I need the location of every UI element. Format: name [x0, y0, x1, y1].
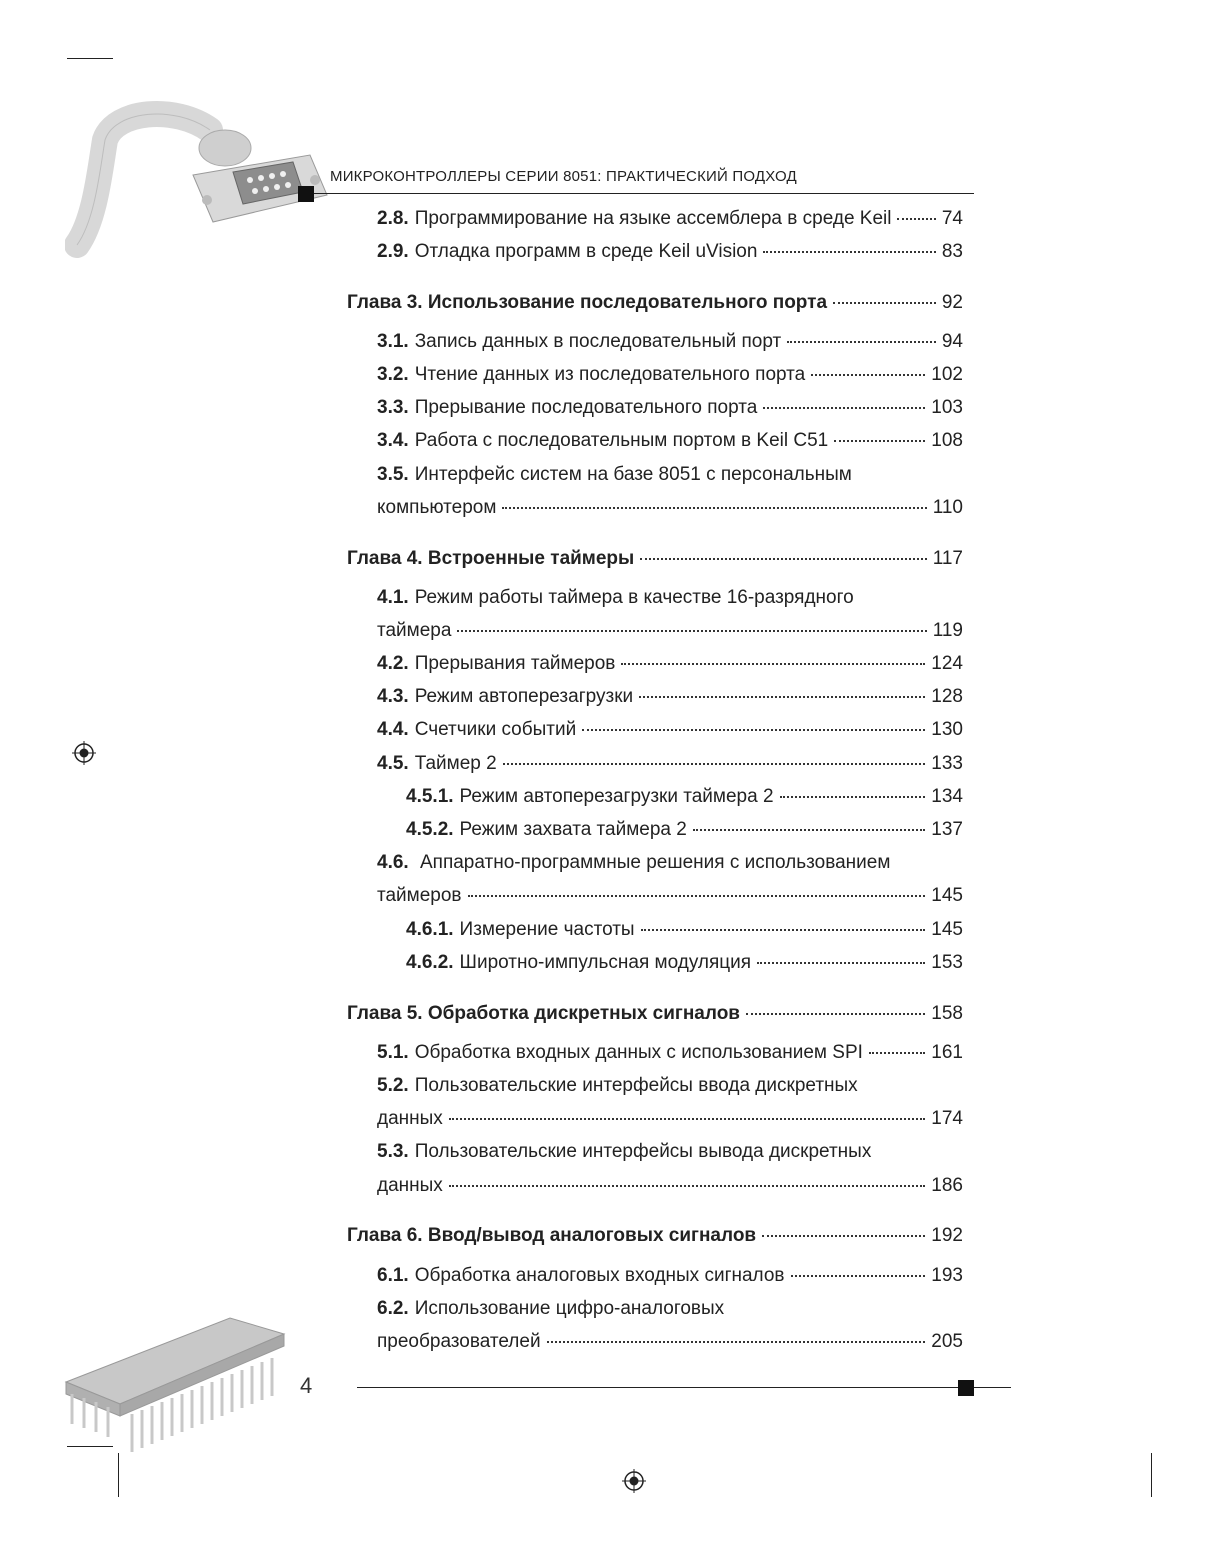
toc-entry-title: Режим захвата таймера 2 — [459, 819, 687, 840]
dot-leader — [834, 440, 925, 442]
dot-leader — [763, 251, 935, 253]
toc-entry-number: 4.6.1. — [406, 919, 454, 940]
toc-entry[interactable] — [377, 396, 963, 420]
toc-entry[interactable] — [377, 363, 963, 387]
dot-leader — [468, 895, 926, 897]
toc-chapter[interactable] — [347, 547, 963, 571]
toc-entry-page: 174 — [931, 1108, 963, 1129]
toc-entry-page: 94 — [941, 331, 963, 352]
toc-entry-title-continued: компьютером — [377, 497, 497, 518]
toc-entry-title: Пользовательские интерфейсы ввода дискретных — [414, 1075, 858, 1096]
dot-leader — [780, 796, 926, 798]
toc-chapter-page: 192 — [931, 1225, 963, 1246]
toc-entry-title: Режим автоперезагрузки — [414, 686, 634, 707]
toc-entry-title: Широтно-импульсная модуляция — [459, 952, 752, 973]
toc-subentry[interactable] — [406, 918, 963, 942]
microchip-icon — [62, 1312, 294, 1462]
toc-entry-title: Режим автоперезагрузки таймера 2 — [459, 786, 774, 807]
toc-entry-number: 3.3. — [377, 397, 409, 418]
dot-leader — [787, 341, 936, 343]
toc-chapter[interactable] — [347, 291, 963, 315]
dot-leader — [763, 407, 925, 409]
toc-entry-continuation[interactable] — [377, 884, 963, 908]
toc-entry-page: 110 — [932, 497, 963, 518]
toc-entry-first-line[interactable] — [377, 463, 852, 487]
toc-entry-title: Аппаратно-программные решения с использованием — [414, 852, 891, 873]
toc-entry-page: 102 — [931, 364, 963, 385]
toc-chapter-page: 92 — [941, 292, 963, 313]
dot-leader — [693, 829, 925, 831]
toc-entry-number: 5.1. — [377, 1042, 409, 1063]
toc-entry-page: 145 — [931, 885, 963, 906]
dot-leader — [582, 729, 925, 731]
toc-entry-title: Измерение частоты — [459, 919, 635, 940]
toc-entry-number: 4.1. — [377, 587, 409, 608]
toc-chapter-title: Глава 4. Встроенные таймеры — [347, 548, 635, 569]
dot-leader — [639, 696, 925, 698]
toc-entry-number: 4.3. — [377, 686, 409, 707]
toc-subentry[interactable] — [406, 818, 963, 842]
toc-entry-number: 3.2. — [377, 364, 409, 385]
toc-entry-title: Режим работы таймера в качестве 16-разрядного — [414, 587, 854, 608]
toc-entry-page: 153 — [931, 952, 963, 973]
toc-entry[interactable] — [377, 207, 963, 231]
toc-entry-continuation[interactable] — [377, 1107, 963, 1131]
dot-leader — [762, 1235, 925, 1237]
toc-entry-title-continued: преобразователей — [377, 1331, 541, 1352]
toc-entry-title-continued: данных — [377, 1175, 443, 1196]
dot-leader — [833, 302, 936, 304]
toc-entry-first-line[interactable] — [377, 851, 890, 875]
dot-leader — [791, 1275, 926, 1277]
toc-entry-title-continued: таймеров — [377, 885, 462, 906]
toc-chapter-page: 158 — [931, 1003, 963, 1024]
running-header: МИКРОКОНТРОЛЛЕРЫ СЕРИИ 8051: ПРАКТИЧЕСКИЙ ПОДХОД — [330, 168, 797, 185]
toc-entry-continuation[interactable] — [377, 1330, 963, 1354]
toc-entry-title: Счетчики событий — [414, 719, 577, 740]
toc-entry-page: 137 — [931, 819, 963, 840]
toc-entry-title: Чтение данных из последовательного порта — [414, 364, 806, 385]
toc-chapter[interactable] — [347, 1224, 963, 1248]
toc-entry-page: 186 — [931, 1175, 963, 1196]
registration-mark-icon — [72, 741, 96, 765]
toc-entry-page: 74 — [941, 208, 963, 229]
toc-entry-continuation[interactable] — [377, 1174, 963, 1198]
toc-entry[interactable] — [377, 240, 963, 264]
toc-entry-title: Обработка входных данных с использованием SPI — [414, 1042, 863, 1063]
dot-leader — [449, 1185, 926, 1187]
toc-entry-page: 145 — [931, 919, 963, 940]
toc-entry[interactable] — [377, 652, 963, 676]
footer-rule — [357, 1387, 1011, 1388]
toc-entry-title: Использование цифро-аналоговых — [414, 1298, 725, 1319]
dot-leader — [869, 1052, 925, 1054]
toc-entry-number: 4.2. — [377, 653, 409, 674]
toc-entry-page: 161 — [931, 1042, 963, 1063]
toc-entry-number: 3.1. — [377, 331, 409, 352]
toc-entry-number: 5.3. — [377, 1141, 409, 1162]
toc-chapter-page: 117 — [932, 548, 963, 569]
toc-entry-title: Пользовательские интерфейсы вывода дискретных — [414, 1141, 872, 1162]
toc-entry-first-line[interactable] — [377, 1297, 724, 1321]
toc-subentry[interactable] — [406, 785, 963, 809]
toc-entry-page: 119 — [932, 620, 963, 641]
toc-entry-continuation[interactable] — [377, 619, 963, 643]
toc-entry-continuation[interactable] — [377, 496, 963, 520]
toc-entry-page: 124 — [931, 653, 963, 674]
toc-chapter-title: Глава 3. Использование последовательного порта — [347, 292, 828, 313]
toc-entry-page: 133 — [931, 753, 963, 774]
dot-leader — [547, 1341, 926, 1343]
dot-leader — [641, 929, 926, 931]
toc-entry-number: 6.1. — [377, 1265, 409, 1286]
toc-entry-first-line[interactable] — [377, 1074, 858, 1098]
toc-entry-number: 4.5. — [377, 753, 409, 774]
footer-square — [958, 1380, 974, 1396]
toc-chapter-title: Глава 6. Ввод/вывод аналоговых сигналов — [347, 1225, 757, 1246]
toc-chapter[interactable] — [347, 1002, 963, 1026]
toc-entry-number: 3.5. — [377, 464, 409, 485]
dot-leader — [457, 630, 926, 632]
toc-entry-title: Прерывание последовательного порта — [414, 397, 758, 418]
toc-entry[interactable] — [377, 1264, 963, 1288]
toc-entry-page: 130 — [931, 719, 963, 740]
toc-entry-title: Таймер 2 — [414, 753, 497, 774]
toc-entry-title-continued: данных — [377, 1108, 443, 1129]
dot-leader — [621, 663, 925, 665]
toc-entry-first-line[interactable] — [377, 1140, 871, 1164]
toc-entry-title: Запись данных в последовательный порт — [414, 331, 782, 352]
toc-entry[interactable] — [377, 429, 963, 453]
toc-entry-number: 4.5.1. — [406, 786, 454, 807]
toc-entry-number: 2.8. — [377, 208, 409, 229]
toc-entry-number: 5.2. — [377, 1075, 409, 1096]
toc-entry-title: Работа с последовательным портом в Keil C51 — [414, 430, 829, 451]
toc-entry-title: Программирование на языке ассемблера в среде Keil — [414, 208, 892, 229]
toc-entry-page: 134 — [931, 786, 963, 807]
toc-entry-first-line[interactable] — [377, 586, 854, 610]
dot-leader — [811, 374, 925, 376]
toc-entry-page: 128 — [931, 686, 963, 707]
dot-leader — [449, 1118, 926, 1120]
toc-entry[interactable] — [377, 1041, 963, 1065]
toc-entry-title: Интерфейс систем на базе 8051 с персональным — [414, 464, 852, 485]
toc-entry-page: 83 — [941, 241, 963, 262]
toc-entry-page: 193 — [931, 1265, 963, 1286]
page-number: 4 — [300, 1373, 313, 1398]
toc-entry-title: Прерывания таймеров — [414, 653, 616, 674]
toc-entry-page: 103 — [931, 397, 963, 418]
dot-leader — [503, 763, 926, 765]
toc-entry-number: 2.9. — [377, 241, 409, 262]
dot-leader — [746, 1013, 925, 1015]
toc-entry-number: 6.2. — [377, 1298, 409, 1319]
toc-entry-page: 205 — [931, 1331, 963, 1352]
dot-leader — [757, 962, 925, 964]
toc-entry-number: 4.6.2. — [406, 952, 454, 973]
toc-entry[interactable] — [377, 752, 963, 776]
toc-entry-number: 4.5.2. — [406, 819, 454, 840]
toc-entry[interactable] — [377, 718, 963, 742]
toc-entry-number: 4.6. — [377, 852, 409, 873]
toc-entry-page: 108 — [931, 430, 963, 451]
registration-mark-icon — [622, 1469, 646, 1493]
toc-entry-number: 3.4. — [377, 430, 409, 451]
toc-entry[interactable] — [377, 685, 963, 709]
dot-leader — [897, 218, 935, 220]
toc-chapter-title: Глава 5. Обработка дискретных сигналов — [347, 1003, 740, 1024]
toc-entry-title: Обработка аналоговых входных сигналов — [414, 1265, 785, 1286]
toc-entry-number: 4.4. — [377, 719, 409, 740]
toc-entry-title: Отладка программ в среде Keil uVision — [414, 241, 758, 262]
dot-leader — [640, 558, 926, 560]
toc-entry[interactable] — [377, 330, 963, 354]
toc-subentry[interactable] — [406, 951, 963, 975]
dot-leader — [502, 507, 926, 509]
toc-entry-title-continued: таймера — [377, 620, 452, 641]
